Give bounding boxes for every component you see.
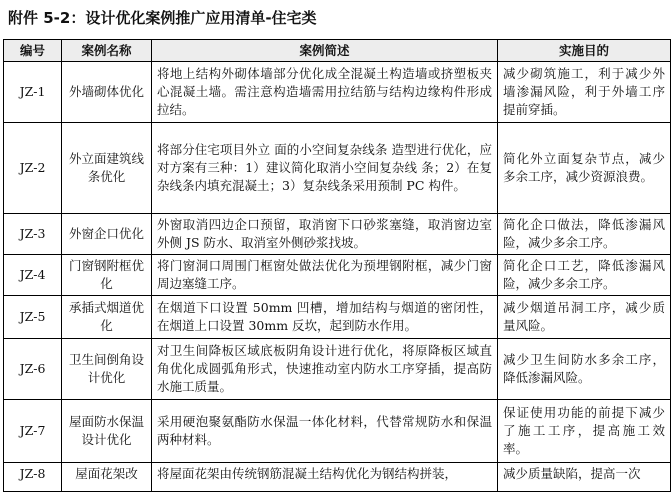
row-description: 采用硬泡聚氨酯防水保温一体化材料，代替常规防水和保温两种材料。 (152, 400, 498, 463)
row-case-name: 承插式烟道优化 (62, 296, 152, 339)
row-case-name: 屋面花架改 (62, 463, 152, 492)
row-case-name: 外墙砌体优化 (62, 62, 152, 123)
row-code: JZ-1 (4, 62, 62, 123)
row-code: JZ-3 (4, 214, 62, 255)
row-purpose: 减少卫生间防水多余工序，降低渗漏风险。 (498, 339, 671, 400)
row-case-name: 外窗企口优化 (62, 214, 152, 255)
row-case-name: 门窗钢附框优化 (62, 255, 152, 296)
row-description: 将屋面花架由传统钢筋混凝土结构优化为钢结构拼装， (152, 463, 498, 492)
row-code: JZ-2 (4, 123, 62, 214)
header-code: 编号 (4, 40, 62, 62)
table-row (4, 214, 671, 255)
row-case-name: 卫生间倒角设计优化 (62, 339, 152, 400)
row-description: 外窗取消四边企口预留，取消窗下口砂浆塞缝，取消窗边室外侧 JS 防水、取消室外侧砂浆找坡。 (152, 214, 498, 255)
row-code: JZ-5 (4, 296, 62, 339)
table-row (4, 463, 671, 492)
row-code: JZ-8 (4, 463, 62, 492)
header-purpose: 实施目的 (498, 40, 671, 62)
row-description: 将门窗洞口周围门框窗处做法优化为预埋钢附框，减少门窗周边塞缝工序。 (152, 255, 498, 296)
row-description: 在烟道下口设置 50mm 凹槽，增加结构与烟道的密闭性，在烟道上口设置 30mm 反坎，起到防水作用。 (152, 296, 498, 339)
table-row (4, 62, 671, 123)
row-case-name: 外立面建筑线条优化 (62, 123, 152, 214)
row-code: JZ-7 (4, 400, 62, 463)
case-list-table (3, 39, 671, 492)
page-title: 附件 5-2：设计优化案例推广应用清单-住宅类 (8, 9, 317, 27)
row-purpose: 简化外立面复杂节点，减少多余工序，减少资源浪费。 (498, 123, 671, 214)
row-case-name: 屋面防水保温设计优化 (62, 400, 152, 463)
row-purpose: 减少砌筑施工，利于减少外墙渗漏风险，利于外墙工序提前穿插。 (498, 62, 671, 123)
row-purpose: 保证使用功能的前提下减少了施工工序，提高施工效率。 (498, 400, 671, 463)
row-description: 将地上结构外砌体墙部分优化成全混凝土构造墙或挤塑板夹心混凝土墙。需注意构造墙需用拉结筋与结构边缘构件形成拉结。 (152, 62, 498, 123)
table-row (4, 296, 671, 339)
row-description: 对卫生间降板区域底板阴角设计进行优化，将原降板区域直角优化成圆弧角形式，快速推动室内防水工序穿插，提高防水施工质量。 (152, 339, 498, 400)
row-purpose: 减少烟道吊洞工序，减少质量风险。 (498, 296, 671, 339)
row-description: 将部分住宅项目外立 面的小空间复杂线条 造型进行优化，应对方案有三种：1）建议简化取消小空间复杂线 条；2）在复杂线条内填充混凝土；3）复杂线条采用预制 PC 构件。 (152, 123, 498, 214)
row-code: JZ-4 (4, 255, 62, 296)
table-row (4, 400, 671, 463)
table-row (4, 255, 671, 296)
table-header-row (4, 40, 671, 62)
row-purpose: 简化企口工艺，降低渗漏风险，减少多余工序。 (498, 255, 671, 296)
table-row (4, 123, 671, 214)
row-purpose: 减少质量缺陷，提高一次 (498, 463, 671, 492)
header-case-name: 案例名称 (62, 40, 152, 62)
header-case-description: 案例简述 (152, 40, 498, 62)
row-code: JZ-6 (4, 339, 62, 400)
table-row (4, 339, 671, 400)
row-purpose: 简化企口做法，降低渗漏风险，减少多余工序。 (498, 214, 671, 255)
